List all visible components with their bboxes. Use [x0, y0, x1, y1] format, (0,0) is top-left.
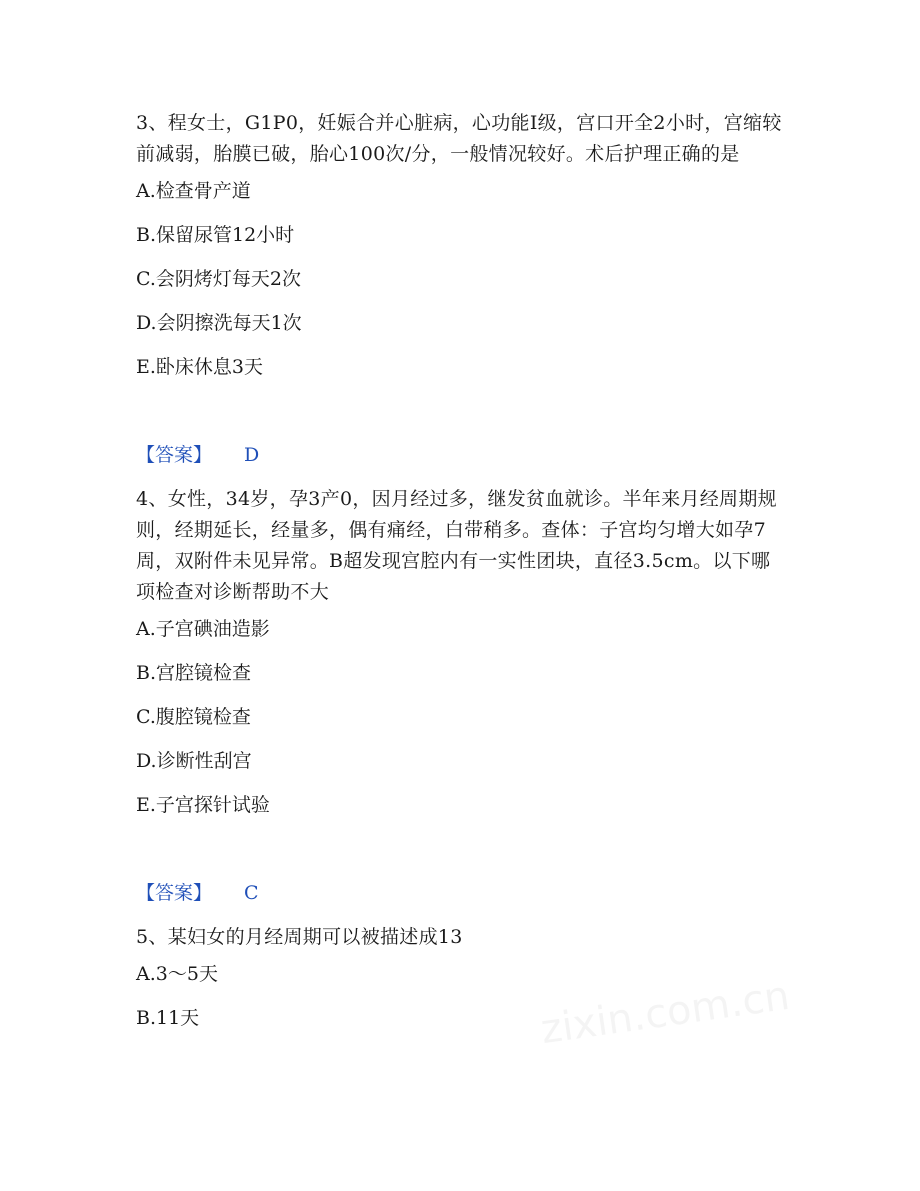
question-4-option-d: D.诊断性刮宫	[136, 750, 252, 772]
question-3-option-c: C.会阴烤灯每天2次	[136, 268, 301, 290]
question-4-option-e: E.子宫探针试验	[136, 794, 270, 816]
question-4-option-c: C.腹腔镜检查	[136, 706, 251, 728]
question-3-option-d: D.会阴擦洗每天1次	[136, 312, 302, 334]
question-4-option-b: B.宫腔镜检查	[136, 662, 252, 684]
answer-label: 【答案】	[136, 444, 213, 466]
question-3-option-a: A.检查骨产道	[136, 180, 251, 202]
question-3-answer	[136, 440, 786, 471]
question-5-stem: 5、某妇女的月经周期可以被描述成13	[136, 926, 463, 948]
question-3-option-e: E.卧床休息3天	[136, 356, 263, 378]
answer-value: D	[244, 444, 260, 466]
question-3-stem: 3、程女士，G1P0，妊娠合并心脏病，心功能Ⅰ级，宫口开全2小时，宫缩较前减弱，胎膜已破，胎心100次/分，一般情况较好。术后护理正确的是	[136, 112, 782, 165]
question-5-option-a: A.3～5天	[136, 963, 218, 985]
question-5-option-b: B.11天	[136, 1007, 200, 1029]
question-3-option-b: B.保留尿管12小时	[136, 224, 295, 246]
question-4-stem: 4、女性，34岁，孕3产0，因月经过多，继发贫血就诊。半年来月经周期规则，经期延长，经量多，偶有痛经，白带稍多。查体：子宫均匀增大如孕7周，双附件未见异常。B超发现宫腔内有一实性团块，直径3.5cm。以下哪项检查对诊断帮助不大	[136, 488, 777, 603]
answer-value: C	[244, 882, 259, 904]
answer-label: 【答案】	[136, 882, 213, 904]
question-4-answer	[136, 878, 786, 909]
document-page	[136, 108, 786, 1047]
question-4-option-a: A.子宫碘油造影	[136, 618, 270, 640]
